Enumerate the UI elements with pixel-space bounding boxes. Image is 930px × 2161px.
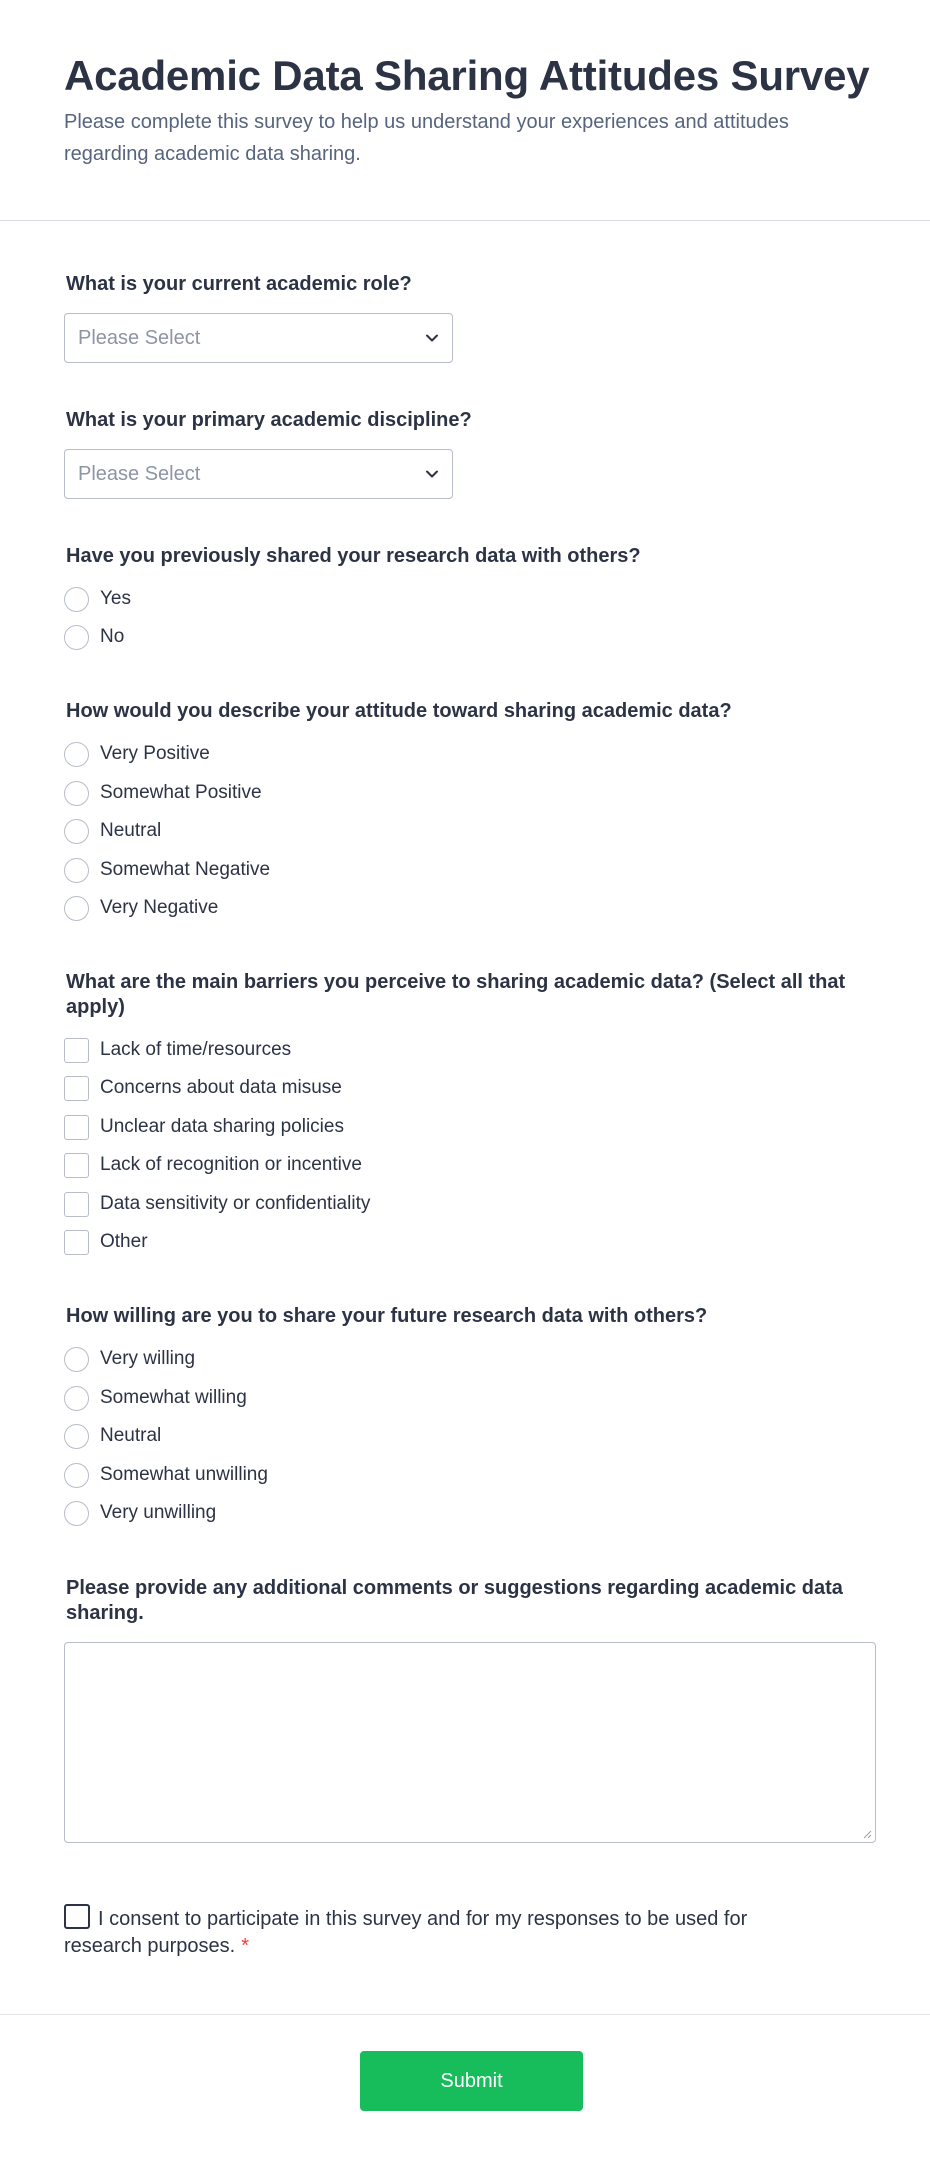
form-title: Academic Data Sharing Attitudes Survey [64,52,870,99]
comments-textarea[interactable] [64,1642,876,1843]
willingness-option[interactable] [64,1385,247,1411]
radio-button[interactable] [64,896,89,921]
option-label: Very Positive [100,743,210,764]
checkbox[interactable] [64,1192,89,1217]
question-comments-label: Please provide any additional comments or suggestions regarding academic data sharing. [66,1577,843,1624]
option-label: Yes [100,588,131,609]
checkbox[interactable] [64,1115,89,1140]
barrier-option[interactable] [64,1114,344,1140]
option-label: Neutral [100,1425,162,1446]
footer-divider [0,2014,930,2015]
consent-field [64,1904,784,1960]
discipline-select[interactable] [64,449,453,499]
checkbox[interactable] [64,1230,89,1255]
attitude-option[interactable] [64,780,262,806]
radio-button[interactable] [64,587,89,612]
form-header [0,0,930,221]
checkbox[interactable] [64,1038,89,1063]
barrier-option[interactable] [64,1037,291,1063]
option-label: No [100,626,125,647]
submit-button[interactable]: Submit [360,2051,583,2111]
form-description: Please complete this survey to help us understand your experiences and attitudes regarding academic data sharing. [64,111,789,165]
option-label: Very willing [100,1348,196,1369]
shared-before-option[interactable] [64,624,124,650]
checkbox[interactable] [64,1076,89,1101]
radio-button[interactable] [64,1463,89,1488]
shared-before-option[interactable] [64,586,131,612]
academic-role-select[interactable] [64,313,453,363]
checkbox[interactable] [64,1153,89,1178]
option-label: Somewhat unwilling [100,1464,268,1485]
willingness-option[interactable] [64,1500,216,1526]
option-label: Lack of time/resources [100,1039,292,1060]
barrier-option[interactable] [64,1229,148,1255]
question-discipline-label: What is your primary academic discipline? [66,409,472,431]
option-label: Somewhat Negative [100,859,271,880]
question-barriers-label: What are the main barriers you perceive to sharing academic data? (Select all that apply) [66,971,846,1018]
option-label: Concerns about data misuse [100,1077,342,1098]
option-label: Lack of recognition or incentive [100,1154,362,1175]
attitude-option[interactable] [64,818,161,844]
question-willingness-label: How willing are you to share your future research data with others? [66,1305,708,1327]
option-label: Somewhat Positive [100,782,262,803]
radio-button[interactable] [64,781,89,806]
option-label: Very unwilling [100,1502,217,1523]
radio-button[interactable] [64,819,89,844]
willingness-option[interactable] [64,1462,268,1488]
radio-button[interactable] [64,858,89,883]
option-label: Unclear data sharing policies [100,1116,344,1137]
willingness-option[interactable] [64,1346,195,1372]
resize-grip-icon[interactable] [862,1829,872,1839]
barrier-option[interactable] [64,1152,362,1178]
radio-button[interactable] [64,742,89,767]
discipline-placeholder: Please Select [78,463,201,485]
chevron-down-icon [424,466,440,482]
attitude-option[interactable] [64,895,218,921]
consent-label: I consent to participate in this survey and for my responses to be used for research purposes. [64,1908,748,1957]
attitude-option[interactable] [64,741,210,767]
question-academic-role-label: What is your current academic role? [66,273,412,295]
option-label: Data sensitivity or confidentiality [100,1193,371,1214]
academic-role-placeholder: Please Select [78,327,201,349]
option-label: Neutral [100,820,162,841]
barrier-option[interactable] [64,1191,370,1217]
radio-button[interactable] [64,1386,89,1411]
consent-checkbox[interactable] [64,1904,90,1929]
question-shared-before-label: Have you previously shared your research data with others? [66,545,641,567]
option-label: Somewhat willing [100,1387,247,1408]
radio-button[interactable] [64,625,89,650]
radio-button[interactable] [64,1501,89,1526]
barrier-option[interactable] [64,1075,342,1101]
required-mark: * [241,1935,249,1957]
willingness-option[interactable] [64,1423,161,1449]
attitude-option[interactable] [64,857,270,883]
radio-button[interactable] [64,1424,89,1449]
radio-button[interactable] [64,1347,89,1372]
question-attitude-label: How would you describe your attitude toward sharing academic data? [66,700,732,722]
option-label: Other [100,1231,148,1252]
chevron-down-icon [424,330,440,346]
option-label: Very Negative [100,897,219,918]
